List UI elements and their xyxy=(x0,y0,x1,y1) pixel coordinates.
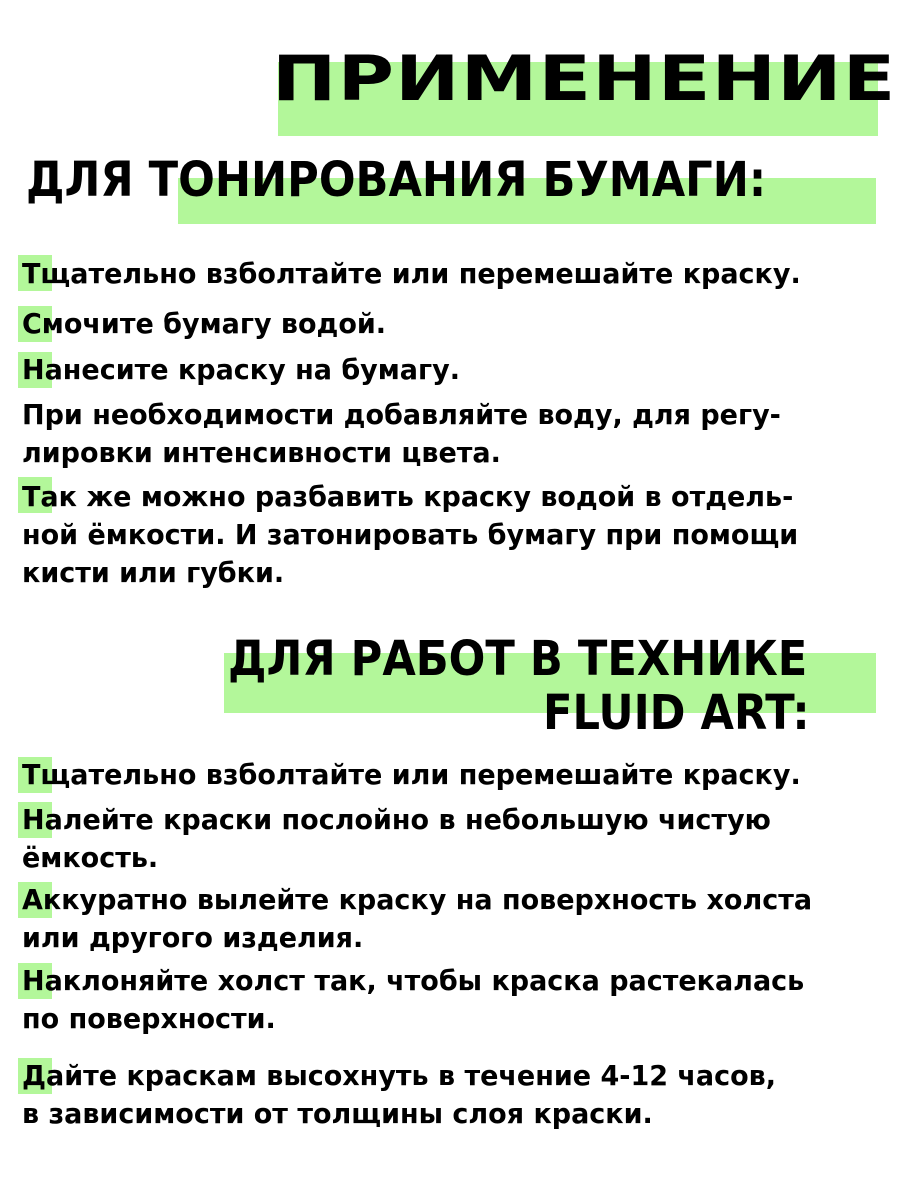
section1-item xyxy=(22,351,870,389)
section2-item xyxy=(22,962,870,1038)
section2-heading xyxy=(228,632,810,740)
item-line: Тщательно взболтайте или перемешайте краску. xyxy=(22,758,801,791)
item-line: кисти или губки. xyxy=(22,556,285,589)
section2-heading-line1: ДЛЯ РАБОТ В ТЕХНИКЕ xyxy=(228,631,808,687)
item-line: ной ёмкости. И затонировать бумагу при помощи xyxy=(22,518,799,551)
item-line: лировки интенсивности цвета. xyxy=(22,436,501,469)
item-line: или другого изделия. xyxy=(22,921,364,954)
section2-heading-line2: FLUID ART: xyxy=(543,685,810,741)
item-line: Аккуратно вылейте краску на поверхность холста xyxy=(22,883,813,916)
item-line: Нанесите краску на бумагу. xyxy=(22,353,460,386)
item-line: в зависимости от толщины слоя краски. xyxy=(22,1097,653,1130)
section1-item xyxy=(22,255,870,293)
section1-item xyxy=(22,396,870,472)
section1-heading: ДЛЯ ТОНИРОВАНИЯ БУМАГИ: xyxy=(26,152,767,208)
page-title: ПРИМЕНЕНИЕ xyxy=(272,42,897,115)
item-line: по поверхности. xyxy=(22,1002,276,1035)
item-line: Дайте краскам высохнуть в течение 4-12 часов, xyxy=(22,1059,776,1092)
section2-item xyxy=(22,1057,870,1133)
section2-item xyxy=(22,801,870,877)
section2-item xyxy=(22,881,870,957)
section1-item xyxy=(22,305,870,343)
item-line: Налейте краски послойно в небольшую чистую xyxy=(22,803,771,836)
section1-item xyxy=(22,478,870,592)
item-line: Наклоняйте холст так, чтобы краска растекалась xyxy=(22,964,805,997)
item-line: Смочите бумагу водой. xyxy=(22,307,387,340)
item-line: При необходимости добавляйте воду, для регу- xyxy=(22,398,781,431)
item-line: Так же можно разбавить краску водой в отдель- xyxy=(22,480,794,513)
item-line: ёмкость. xyxy=(22,841,159,874)
section2-item xyxy=(22,756,870,794)
item-line: Тщательно взболтайте или перемешайте краску. xyxy=(22,257,801,290)
